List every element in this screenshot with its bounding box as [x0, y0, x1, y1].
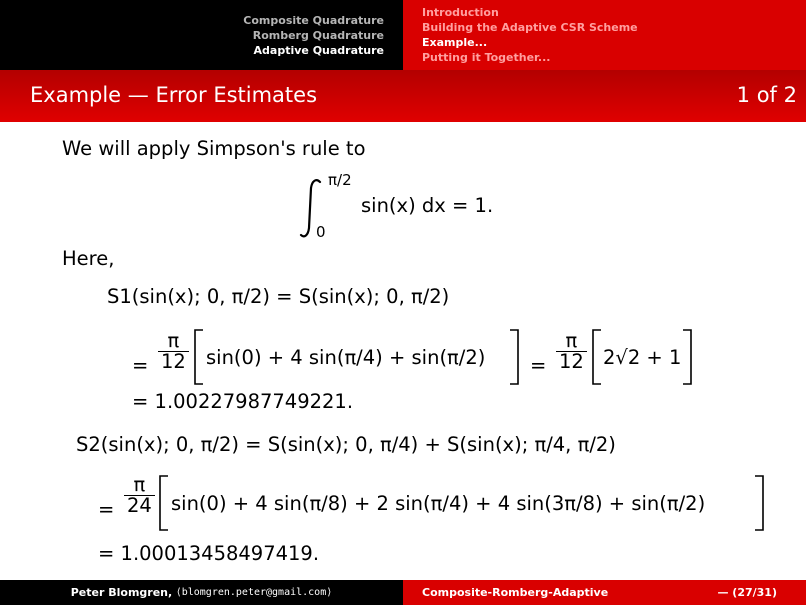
nav-section-romberg[interactable]: Romberg Quadrature: [252, 28, 384, 42]
footer-author-bar: [0, 580, 403, 605]
left-bracket-icon: [590, 328, 604, 386]
s1-bracket-expression: sin(0) + 4 sin(π/4) + sin(π/2): [206, 346, 486, 369]
footer-page-number: — (27/31): [717, 586, 777, 599]
subsection-nav: [403, 0, 806, 70]
right-bracket-icon: [507, 328, 521, 386]
s1-result: = 1.00227987749221.: [132, 390, 354, 413]
footer-author: Peter Blomgren,: [70, 586, 173, 599]
left-bracket-icon: [157, 474, 171, 532]
footer-email: ⟨blomgren.peter@gmail.com⟩: [175, 587, 333, 598]
integral-upper-limit: π/2: [328, 171, 352, 189]
section-nav: [0, 0, 403, 70]
nav-subsection-putting[interactable]: Putting it Together...: [422, 51, 551, 64]
s1-coefficient: $\frac{\pi}{12}$: [158, 331, 189, 371]
integral-integrand: sin(x) dx = 1.: [361, 194, 494, 217]
frame-page-counter: 1 of 2: [736, 83, 797, 107]
nav-section-adaptive[interactable]: Adaptive Quadrature: [253, 43, 384, 57]
intro-text: We will apply Simpson's rule to: [62, 137, 366, 160]
s1-definition: S1(sin(x); 0, π/2) = S(sin(x); 0, π/2): [107, 285, 450, 308]
footer-short-title: Composite-Romberg-Adaptive: [422, 586, 609, 599]
s2-definition: S2(sin(x); 0, π/2) = S(sin(x); 0, π/4) + S(sin(x); π/4, π/2): [76, 433, 616, 456]
s1-coefficient-2: $\frac{\pi}{12}$: [556, 331, 587, 371]
nav-subsection-example[interactable]: Example...: [422, 36, 488, 49]
s2-equals: =: [98, 498, 115, 521]
here-label: Here,: [62, 247, 115, 270]
nav-section-composite[interactable]: Composite Quadrature: [243, 13, 384, 27]
nav-subsection-introduction[interactable]: Introduction: [422, 6, 499, 19]
s2-result: = 1.00013458497419.: [98, 542, 320, 565]
s1-equals: =: [132, 354, 149, 377]
nav-subsection-building[interactable]: Building the Adaptive CSR Scheme: [422, 21, 638, 34]
frame-title: Example — Error Estimates: [30, 83, 318, 107]
s1-simplified: 2√2 + 1: [603, 346, 682, 369]
footer-title-bar: [403, 580, 806, 605]
s1-equals-2: =: [530, 354, 547, 377]
right-bracket-icon: [752, 474, 766, 532]
left-bracket-icon: [192, 328, 206, 386]
s2-bracket-expression: sin(0) + 4 sin(π/8) + 2 sin(π/4) + 4 sin(3π/8) + sin(π/2): [171, 492, 706, 515]
s2-coefficient: $\frac{\pi}{24}$: [124, 475, 155, 515]
frame-title-bar: [0, 70, 806, 122]
right-bracket-icon: [680, 328, 694, 386]
integral-lower-limit: 0: [316, 223, 326, 241]
